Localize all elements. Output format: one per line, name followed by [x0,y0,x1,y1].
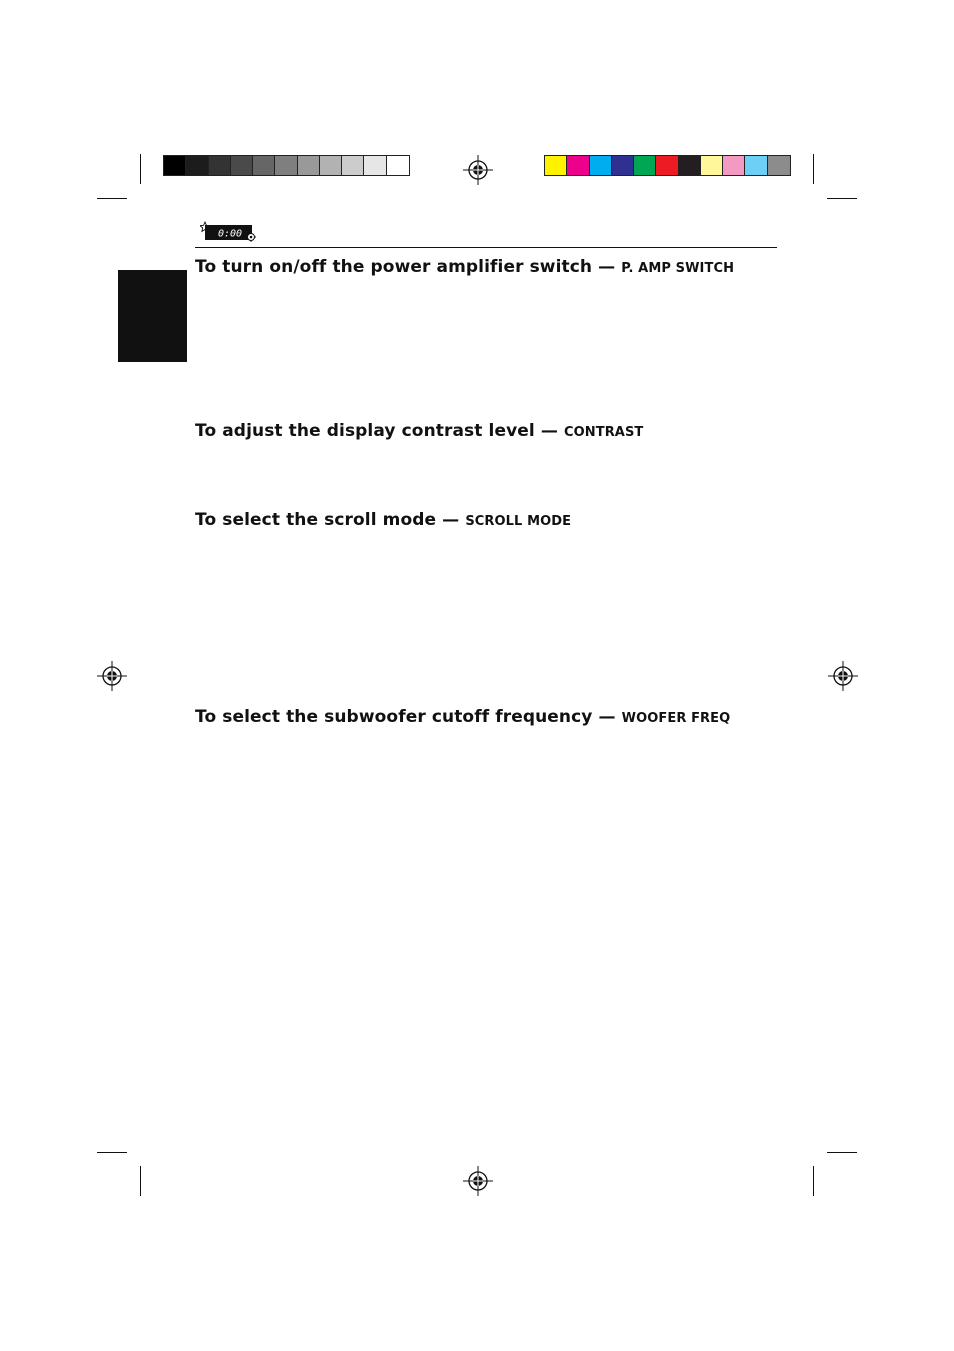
heading-woofer-freq [195,707,730,727]
clock-display-text: 0:00 [218,228,243,240]
heading-title: To select the scroll mode — [195,510,466,530]
gray-swatch [320,156,342,175]
heading-tag: P. AMP SWITCH [621,261,735,276]
grayscale-calibration-strip [163,155,410,176]
crop-mark-bottom-left-horizontal [97,1152,127,1153]
crop-mark-bottom-right-vertical [813,1166,814,1196]
color-swatch [679,156,701,175]
color-calibration-strip [544,155,791,176]
gray-swatch [164,156,186,175]
gray-swatch [298,156,320,175]
heading-power-amp-switch [195,257,734,277]
heading-title: To select the subwoofer cutoff frequency — [195,707,622,727]
gray-swatch [253,156,275,175]
crop-mark-bottom-right-horizontal [827,1152,857,1153]
color-swatch [634,156,656,175]
heading-title: To adjust the display contrast level — [195,421,564,441]
heading-tag: CONTRAST [563,425,644,440]
crop-mark-top-right-horizontal [827,198,857,199]
gray-swatch [387,156,409,175]
crop-mark-top-left-horizontal [97,198,127,199]
registration-mark-right-icon [828,661,858,691]
registration-mark-bottom-icon [463,1166,493,1196]
heading-tag: SCROLL MODE [465,514,572,529]
heading-contrast [195,421,643,441]
registration-mark-left-icon [97,661,127,691]
color-swatch [567,156,589,175]
gray-swatch [231,156,253,175]
heading-title: To turn on/off the power amplifier switch — [195,257,622,277]
color-swatch [656,156,678,175]
color-swatch [612,156,634,175]
crop-mark-top-right-vertical [813,154,814,184]
color-swatch [723,156,745,175]
language-side-tab [118,270,187,362]
gray-swatch [364,156,386,175]
color-swatch [545,156,567,175]
header-rule [195,247,777,248]
color-swatch [745,156,767,175]
gray-swatch [275,156,297,175]
color-swatch [768,156,790,175]
registration-mark-top-icon [463,155,493,185]
crop-mark-top-left-vertical [140,154,141,184]
color-swatch [701,156,723,175]
gray-swatch [342,156,364,175]
color-swatch [590,156,612,175]
heading-tag: WOOFER FREQ [621,711,731,726]
gray-swatch [186,156,208,175]
crop-mark-bottom-left-vertical [140,1166,141,1196]
heading-scroll-mode [195,510,571,530]
gray-swatch [209,156,231,175]
clock-settings-icon [200,221,258,243]
